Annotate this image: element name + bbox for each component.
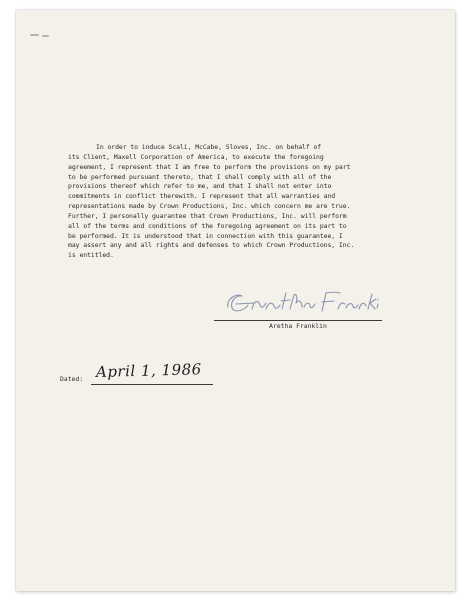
paper-smudge-mark	[30, 34, 52, 38]
body-line: agreement, I represent that I am free to perform the provisions on my part	[68, 162, 351, 171]
document-page	[16, 10, 455, 591]
body-line: to be performed pursuant thereto, that I shall comply with all of the	[68, 172, 332, 181]
body-line: In order to induce Scali, McCabe, Sloves, Inc. on behalf of	[96, 143, 322, 151]
body-line: may assert any and all rights and defenses to which Crown Productions, Inc.	[68, 241, 355, 250]
handwritten-signature	[214, 287, 382, 321]
body-line: be performed. It is understood that in connection with this guarantee, I	[68, 231, 343, 240]
date-line	[91, 384, 213, 385]
body-line: provisions thereof which refer to me, and that I shall not enter into	[68, 182, 332, 191]
body-line: Further, I personally guarantee that Crown Productions, Inc. will perform	[68, 211, 347, 220]
signature-block	[214, 287, 382, 337]
dated-block	[60, 360, 230, 393]
signature-line	[214, 320, 382, 321]
body-line: its Client, Maxell Corporation of America, to execute the foregoing	[68, 152, 324, 161]
body-line: all of the terms and conditions of the foregoing agreement on its part to	[68, 221, 347, 230]
dated-label: Dated:	[60, 375, 84, 383]
printed-signatory-name: Aretha Franklin	[269, 322, 327, 330]
handwritten-date: April 1, 1986	[95, 360, 202, 381]
body-line: is entitled.	[68, 251, 114, 260]
agreement-body-text	[68, 143, 420, 261]
body-line: representations made by Crown Productions, Inc. which concern me are true.	[68, 202, 351, 211]
body-line: commitments in conflict therewith. I represent that all warranties and	[68, 192, 336, 201]
